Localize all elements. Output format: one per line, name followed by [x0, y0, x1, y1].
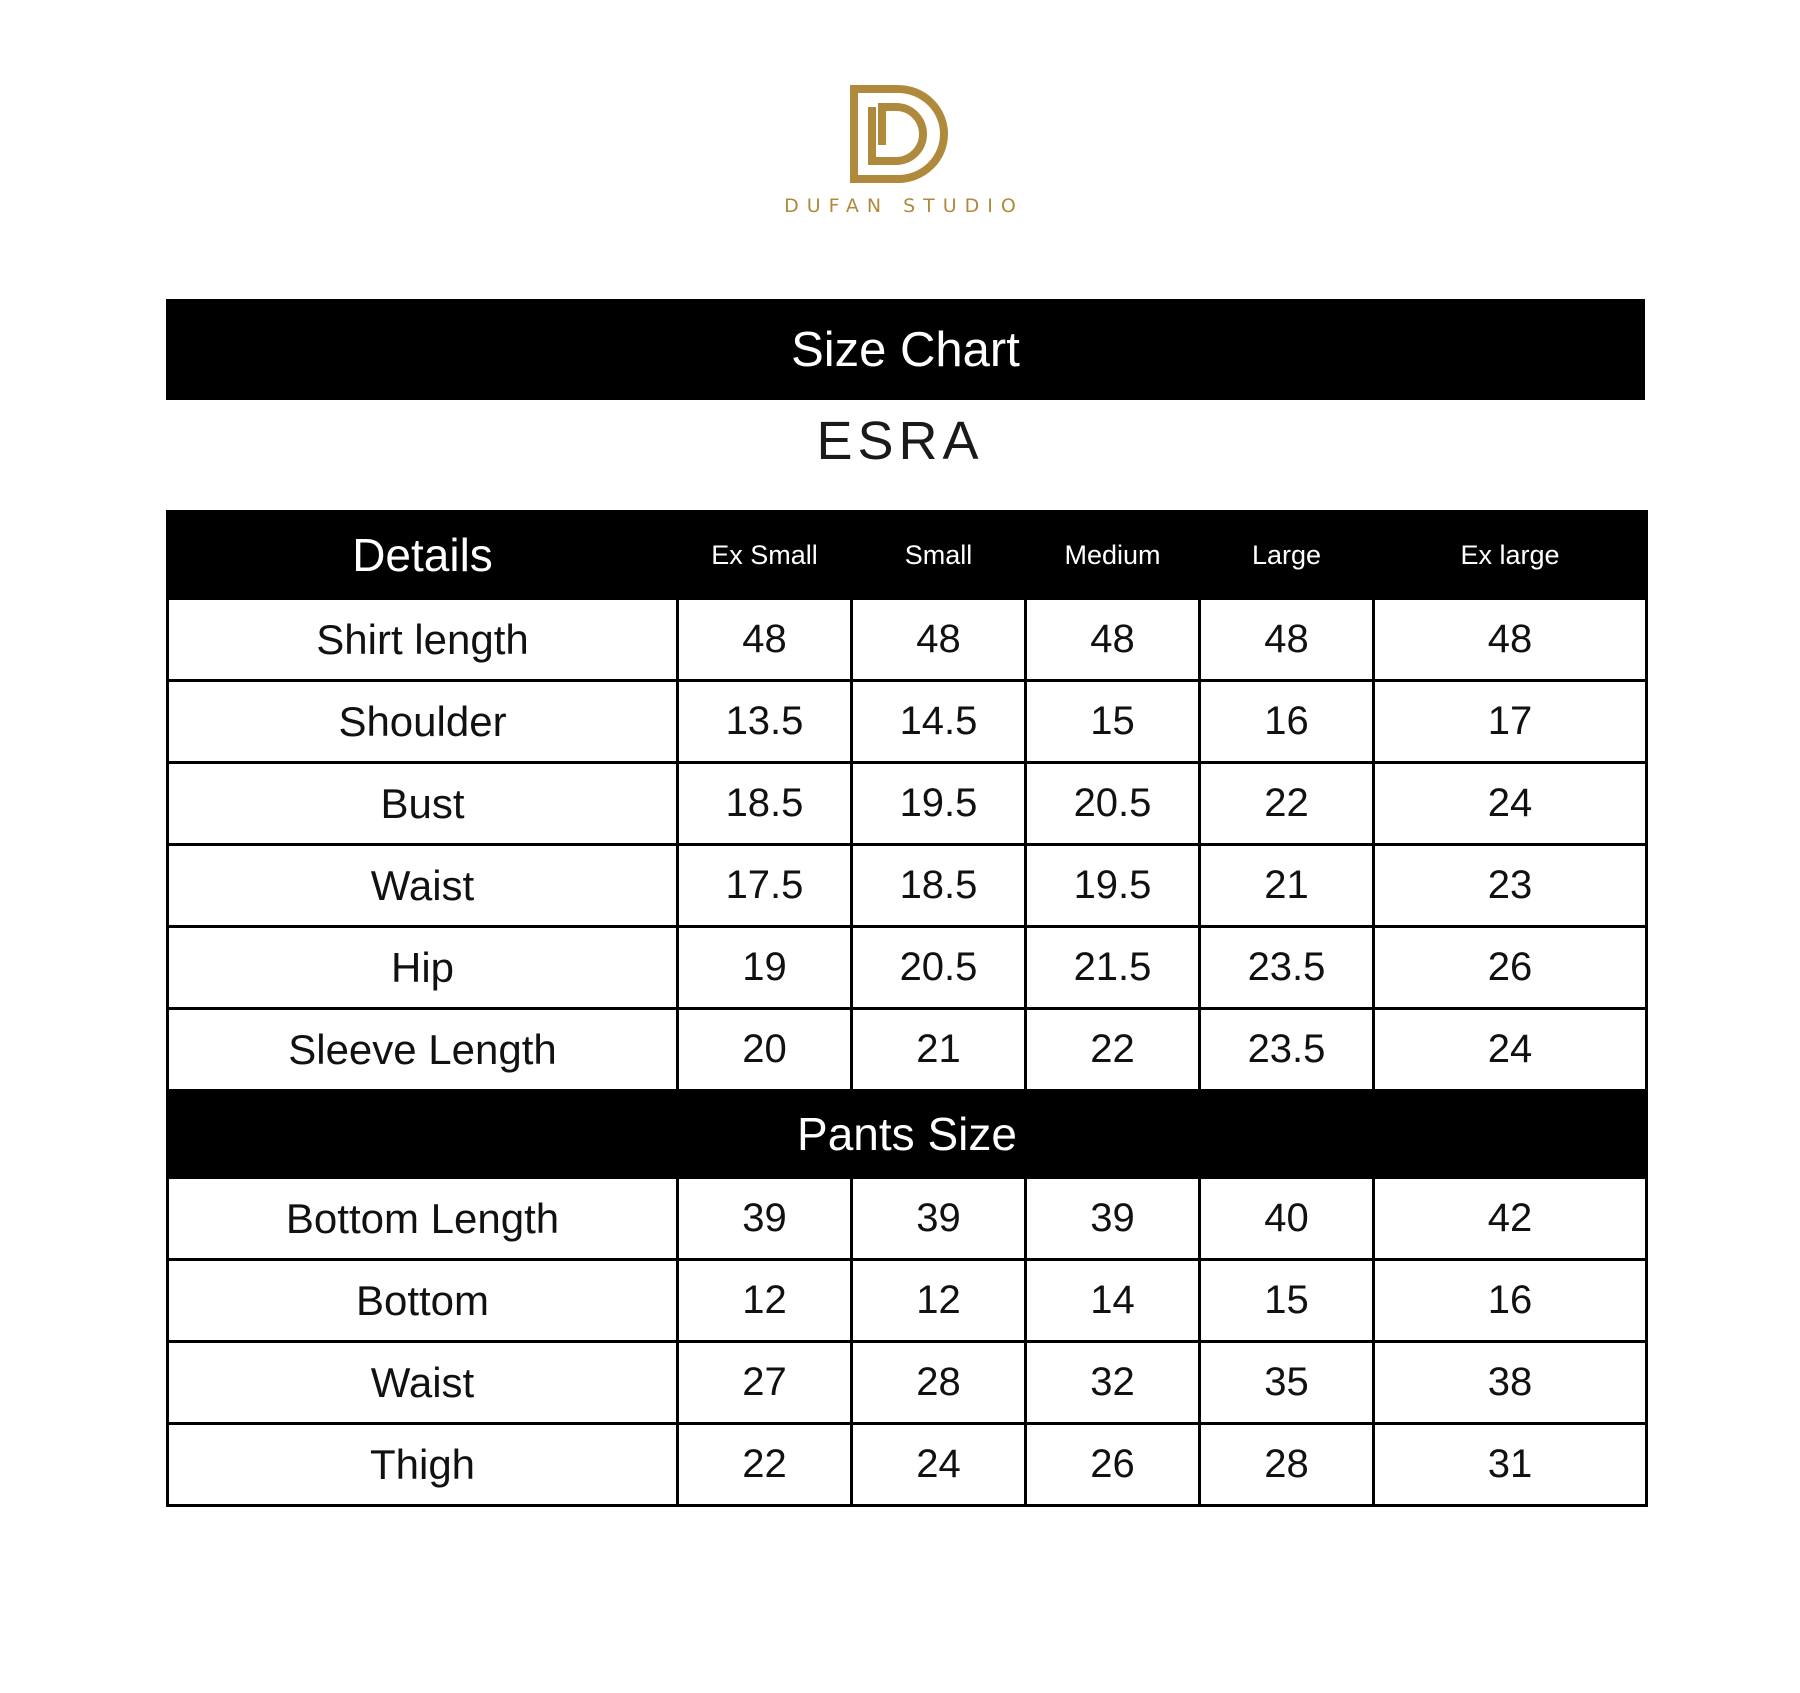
pants-measurements — [168, 1178, 1647, 1506]
pants-section-title: Pants Size — [168, 1091, 1647, 1178]
size-value-cell: 28 — [852, 1342, 1026, 1424]
column-header-large: Large — [1200, 512, 1374, 599]
size-value-cell: 39 — [1026, 1178, 1200, 1260]
column-header-small: Small — [852, 512, 1026, 599]
size-value-cell: 21 — [1200, 845, 1374, 927]
size-value-cell: 19.5 — [852, 763, 1026, 845]
size-value-cell: 17.5 — [678, 845, 852, 927]
size-value-cell: 20.5 — [1026, 763, 1200, 845]
column-header-ex-large: Ex large — [1374, 512, 1647, 599]
row-label: Shirt length — [168, 599, 678, 681]
pants-section-header — [168, 1091, 1647, 1178]
brand-logo — [0, 85, 1800, 217]
size-value-cell: 38 — [1374, 1342, 1647, 1424]
size-value-cell: 48 — [678, 599, 852, 681]
size-value-cell: 22 — [678, 1424, 852, 1506]
table-row — [168, 1009, 1647, 1091]
size-value-cell: 16 — [1374, 1260, 1647, 1342]
shirt-measurements — [168, 599, 1647, 1091]
row-label: Hip — [168, 927, 678, 1009]
size-value-cell: 19 — [678, 927, 852, 1009]
size-value-cell: 13.5 — [678, 681, 852, 763]
dd-monogram-icon — [850, 85, 950, 183]
size-value-cell: 18.5 — [678, 763, 852, 845]
row-label: Shoulder — [168, 681, 678, 763]
size-value-cell: 48 — [1026, 599, 1200, 681]
row-label: Waist — [168, 1342, 678, 1424]
size-value-cell: 12 — [678, 1260, 852, 1342]
size-value-cell: 19.5 — [1026, 845, 1200, 927]
size-value-cell: 40 — [1200, 1178, 1374, 1260]
size-value-cell: 15 — [1026, 681, 1200, 763]
size-value-cell: 42 — [1374, 1178, 1647, 1260]
column-header-ex-small: Ex Small — [678, 512, 852, 599]
size-value-cell: 23.5 — [1200, 1009, 1374, 1091]
size-value-cell: 24 — [1374, 1009, 1647, 1091]
table-row — [168, 1260, 1647, 1342]
size-value-cell: 21.5 — [1026, 927, 1200, 1009]
banner-title: Size Chart — [791, 322, 1020, 377]
size-value-cell: 48 — [1200, 599, 1374, 681]
size-value-cell: 32 — [1026, 1342, 1200, 1424]
row-label: Sleeve Length — [168, 1009, 678, 1091]
row-label: Bust — [168, 763, 678, 845]
size-value-cell: 12 — [852, 1260, 1026, 1342]
size-value-cell: 14.5 — [852, 681, 1026, 763]
table-row — [168, 1342, 1647, 1424]
size-value-cell: 16 — [1200, 681, 1374, 763]
table-row — [168, 1178, 1647, 1260]
size-value-cell: 24 — [1374, 763, 1647, 845]
size-value-cell: 26 — [1026, 1424, 1200, 1506]
size-value-cell: 31 — [1374, 1424, 1647, 1506]
table-row — [168, 599, 1647, 681]
table-header-row — [168, 512, 1647, 599]
size-value-cell: 21 — [852, 1009, 1026, 1091]
size-value-cell: 28 — [1200, 1424, 1374, 1506]
size-value-cell: 48 — [852, 599, 1026, 681]
size-value-cell: 17 — [1374, 681, 1647, 763]
table-row — [168, 763, 1647, 845]
size-value-cell: 18.5 — [852, 845, 1026, 927]
size-value-cell: 22 — [1200, 763, 1374, 845]
size-value-cell: 27 — [678, 1342, 852, 1424]
row-label: Bottom Length — [168, 1178, 678, 1260]
size-value-cell: 23 — [1374, 845, 1647, 927]
table-row — [168, 681, 1647, 763]
row-label: Waist — [168, 845, 678, 927]
size-value-cell: 35 — [1200, 1342, 1374, 1424]
size-value-cell: 20.5 — [852, 927, 1026, 1009]
brand-name: DUFAN STUDIO — [784, 195, 1024, 217]
row-label: Thigh — [168, 1424, 678, 1506]
pants-section — [168, 1091, 1647, 1178]
column-header-details: Details — [168, 512, 678, 599]
size-value-cell: 39 — [678, 1178, 852, 1260]
size-value-cell: 15 — [1200, 1260, 1374, 1342]
column-header-medium: Medium — [1026, 512, 1200, 599]
size-value-cell: 14 — [1026, 1260, 1200, 1342]
table-row — [168, 927, 1647, 1009]
size-value-cell: 24 — [852, 1424, 1026, 1506]
size-value-cell: 23.5 — [1200, 927, 1374, 1009]
size-chart-table — [166, 510, 1648, 1507]
size-chart-banner — [166, 299, 1645, 400]
row-label: Bottom — [168, 1260, 678, 1342]
size-value-cell: 20 — [678, 1009, 852, 1091]
size-value-cell: 48 — [1374, 599, 1647, 681]
table-row — [168, 845, 1647, 927]
product-name: ESRA — [816, 411, 984, 471]
size-value-cell: 22 — [1026, 1009, 1200, 1091]
table-row — [168, 1424, 1647, 1506]
size-value-cell: 39 — [852, 1178, 1026, 1260]
size-value-cell: 26 — [1374, 927, 1647, 1009]
